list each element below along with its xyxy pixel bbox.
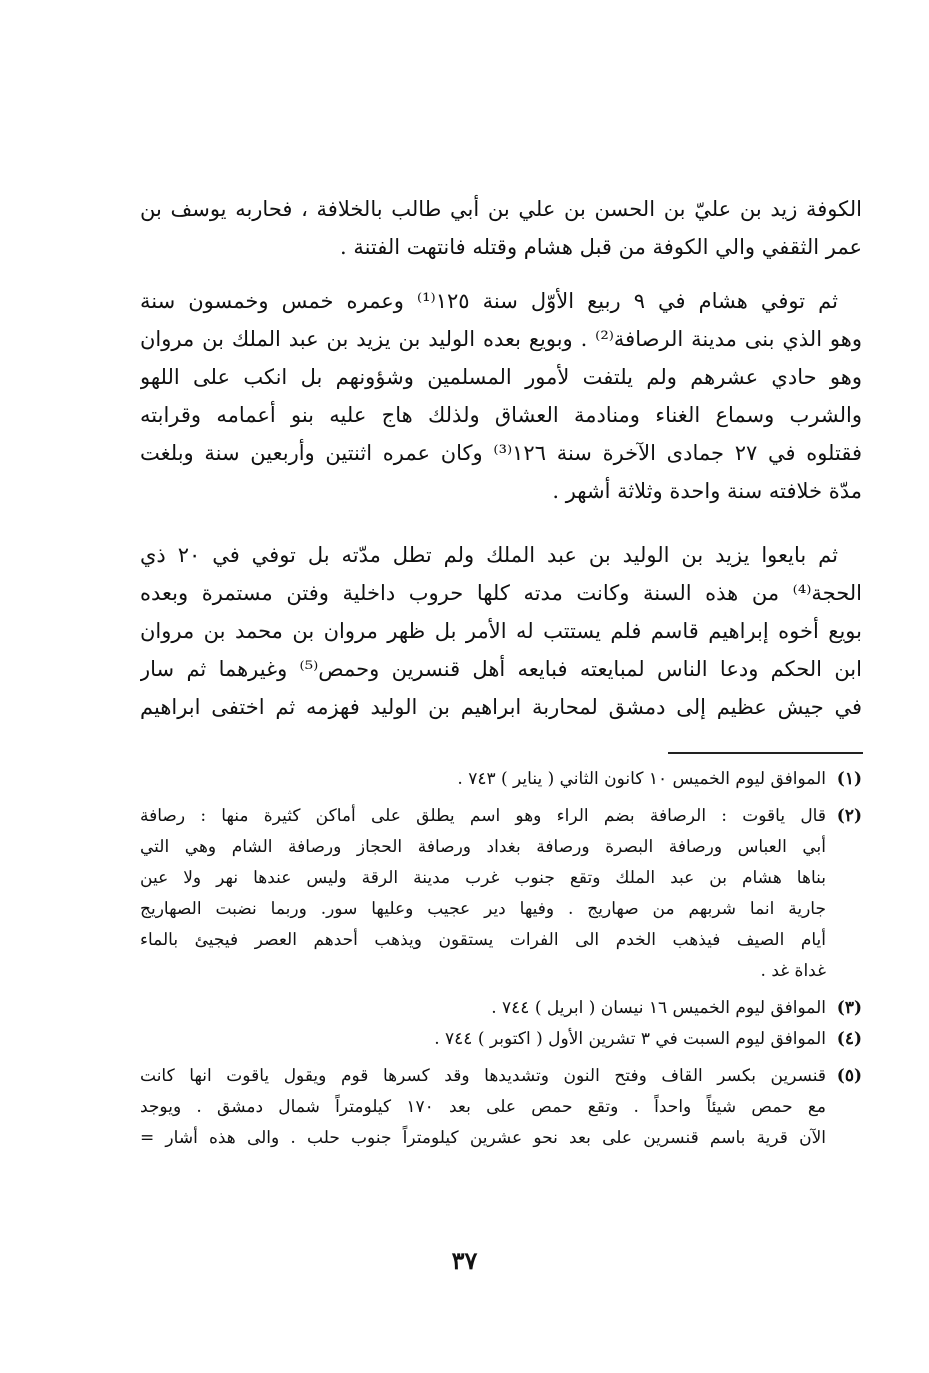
footnote-separator bbox=[668, 752, 863, 754]
text-line: الكوفة زيد بن عليّ بن الحسن بن علي بن أبي طالب بالخلافة ، فحاربه يوسف بن bbox=[140, 197, 862, 221]
page-number: ٣٧ bbox=[451, 1246, 478, 1275]
footnotes bbox=[140, 764, 862, 1154]
footnote-3 bbox=[140, 993, 862, 1024]
footnote-number: (١) bbox=[836, 769, 862, 789]
text-line: الحجة⁽⁴⁾ من هذه السنة وكانت مدته كلها حروب داخلية وفتن مستمرة وبعده bbox=[140, 581, 862, 605]
text-line: ثم توفي هشام في ٩ ربيع الأوّل سنة ١٢٥⁽¹⁾ وعمره خمس وخمسون سنة bbox=[140, 289, 838, 313]
footnote-line: مع حمص شيئاً واحداً . وتقع حمص على بعد ١٧٠ كيلومتراً شمال دمشق . ويوجد bbox=[140, 1097, 826, 1117]
footnote-5 bbox=[140, 1061, 862, 1154]
text-line: مدّة خلافته سنة واحدة وثلاثة أشهر . bbox=[552, 479, 862, 503]
footnote-line: جارية انما شربهم من صهاريج . وفيها دير عجيب وعليها سور. وربما نضبت الصهاريج bbox=[140, 899, 826, 919]
text-line: وهو الذي بنى مدينة الرصافة⁽²⁾ . وبويع بعده الوليد بن يزيد بن عبد الملك بن مروان bbox=[140, 327, 862, 351]
footnote-line: الموافق ليوم الخميس ١٦ نيسان ( ابريل ) ٧٤٤ . bbox=[491, 998, 826, 1018]
paragraph-2 bbox=[140, 282, 862, 510]
text-line: والشرب وسماع الغناء ومنادمة العشاق ولذلك هاج عليه بنو أعمامه وقرابته bbox=[140, 403, 862, 427]
paragraph-3 bbox=[140, 536, 862, 726]
text-line: فقتلوه في ٢٧ جمادى الآخرة سنة ١٢٦⁽³⁾ وكان عمره اثنتين وأربعين سنة وبلغت bbox=[140, 441, 862, 465]
text-line: ابن الحكم ودعا الناس لمبايعته فبايعه أهل قنسرين وحمص⁽⁵⁾ وغيرهما ثم سار bbox=[140, 657, 862, 681]
footnote-number: (٢) bbox=[836, 806, 862, 826]
footnote-number: (٣) bbox=[836, 998, 862, 1018]
footnote-2 bbox=[140, 801, 862, 987]
footnote-line: قنسرين بكسر القاف وفتح النون وتشديدها وقد كسرها قوم ويقول ياقوت انها كانت bbox=[140, 1066, 826, 1086]
footnote-line: الآن قرية باسم قنسرين على بعد نحو عشرين كيلومتراً جنوب حلب . والى هذه أشار = bbox=[140, 1128, 826, 1148]
text-line: عمر الثقفي والي الكوفة من قبل هشام وقتله فانتهت الفتنة . bbox=[339, 235, 862, 259]
footnote-line: قال ياقوت : الرصافة بضم الراء وهو اسم يطلق على أماكن كثيرة منها : رصافة bbox=[140, 806, 826, 826]
footnote-1 bbox=[140, 764, 862, 795]
text-line: في جيش عظيم إلى دمشق لمحاربة ابراهيم بن الوليد فهزمه ثم اختفى ابراهيم bbox=[140, 695, 862, 719]
footnote-line: الموافق ليوم الخميس ١٠ كانون الثاني ( يناير ) ٧٤٣ . bbox=[457, 769, 826, 789]
footnote-line: أبي العباس ورصافة البصرة ورصافة بغداد ورصافة الحجاز ورصافة الشام وهي التي bbox=[140, 837, 826, 857]
footnote-line: غداة غد . bbox=[760, 961, 826, 981]
text-line: بويع أخوه إبراهيم قاسم فلم يستتب له الأمر بل ظهر مروان بن محمد بن مروان bbox=[140, 619, 862, 643]
footnote-4 bbox=[140, 1024, 862, 1055]
paragraph-1 bbox=[140, 190, 862, 266]
footnote-number: (٤) bbox=[836, 1029, 862, 1049]
footnote-line: الموافق ليوم السبت في ٣ تشرين الأول ( اكتوبر ) ٧٤٤ . bbox=[434, 1029, 826, 1049]
text-line: ثم بايعوا يزيد بن الوليد بن عبد الملك ولم تطل مدّته بل توفي في ٢٠ ذي bbox=[140, 543, 838, 567]
text-line: وهو حادي عشرهم ولم يلتفت لأمور المسلمين وشؤونهم بل انكب على اللهو bbox=[140, 365, 862, 389]
footnote-number: (٥) bbox=[836, 1066, 862, 1086]
footnote-line: بناها هشام بن عبد الملك وتقع جنوب غرب مدينة الرقة وليس عندها نهر ولا عين bbox=[140, 868, 826, 888]
footnote-line: أيام الصيف فيذهب الخدم الى الفرات يستقون ويذهب أحدهم العصر فيجيئ بالماء bbox=[140, 930, 826, 950]
